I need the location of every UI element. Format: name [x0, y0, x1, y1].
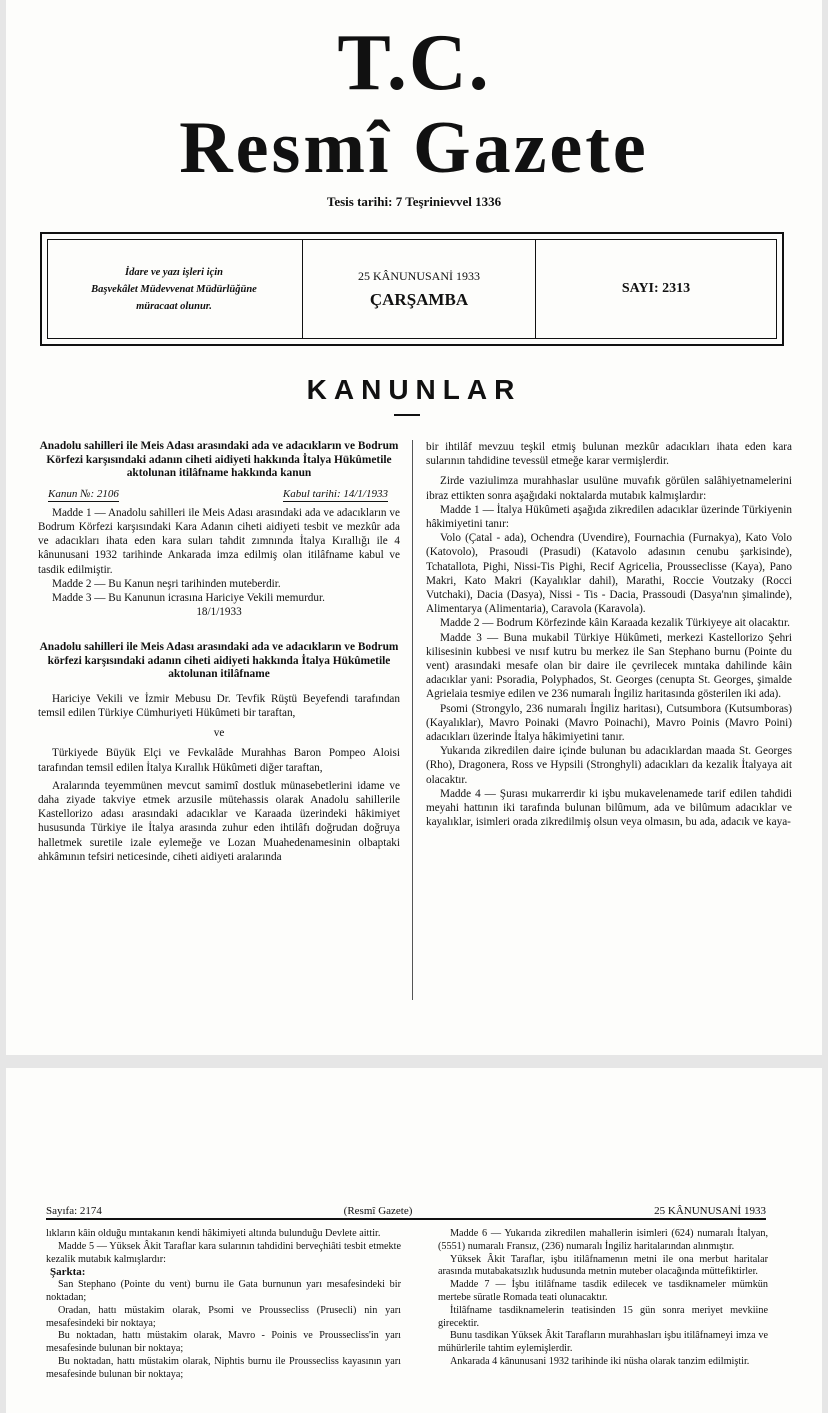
section-divider	[394, 414, 420, 416]
issue-number: SAYI: 2313	[621, 281, 691, 296]
paragraph: Zirde vaziulimza murahhaslar usulüne muvafık görülen salâhiyetnamelerini ibraz ettikten sonra aşağıdaki noktalarda mutabık kalmışlardır:	[426, 475, 792, 502]
paragraph: Madde 3 — Buna mukabil Türkiye Hükûmeti, merkezi Kastellorizo Şehri kilisesinin kubbesi ve nısıf kutru bu merkez ile San Stephano burnu (Pointe du vent) arasındaki mesafe olan bir daire ile çevrilecek mıntaka dahilinde kâin adacıklar yani: Psoradia, Polyphados, St. Georges (cenupta St. Georges, şimalde Agrielaia tesmiye edilen ve 236 numaralı İngiliz haritasında gösterilen iki ada).	[426, 631, 792, 701]
article-1: Madde 1 — Anadolu sahilleri ile Meis Adası arasındaki ada ve adacıkların ve Bodrum Körfezi karşısındaki Kara Adanın ciheti aidiyeti tesbit ve mezkûr ada ve adacıkları ihata eden kara suları tahdit zımnında İtalya Kırallığı ile 4 kânunusani 1932 tarihinde Ankarada imza edilmiş olan itilâfname kabul ve tasdik edilmiştir.	[38, 506, 400, 576]
paragraph: Türkiyede Büyük Elçi ve Fevkalâde Murahhas Baron Pompeo Aloisi tarafından temsil edilen İtalya Kırallık Hükûmeti diğer taraftan,	[38, 747, 400, 774]
paragraph: Aralarında teyemmünen mevcut samimî dostluk münasebetlerini idame ve daha ziyade takviye etmek arzusile mütehassis olarak Anadolu sahillerile Kastellorizo adası arasındaki adacıklar ve Karaada üzerindeki hâkimiyet hususunda Türkiye ile İtalya arasında zuhur eden ihtilâfı doğrudan doğruya halletmek suretile izale eylemeğe ve Lozan Muahedenamesinin olbaptaki ahkâmının tefsiri neticesinde, ciheti aidiyeti aralarında	[38, 779, 400, 863]
issue-info-box	[40, 232, 784, 346]
masthead-title: Resmî Gazete	[179, 107, 649, 189]
paragraph: San Stephano (Pointe du vent) burnu ile Gata burnunun yarı mesafesindeki bir noktadan;	[46, 1279, 401, 1303]
paragraph: Bu noktadan, hattı müstakim olarak, Niphtis burnu ile Prousseclіss kayasının yarı mesafesinde bulunan bir noktaya;	[46, 1355, 401, 1380]
page-2-left-column	[46, 1228, 401, 1382]
publication-name: (Resmî Gazete)	[343, 1205, 413, 1217]
paragraph: Yüksek Âkit Taraflar, işbu itilâfnamenın metni ile ona merbut haritalar arasında mutabakatsızlık hudusunda metnin muteber olacağında müttefiktirler.	[438, 1253, 768, 1278]
gazette-page-1	[6, 0, 822, 1055]
issue-day: ÇARŞAMBA	[369, 289, 469, 309]
founded-date: Tesis tarihi: 7 Teşrinievvel 1336	[326, 194, 502, 209]
article-3: Madde 3 — Bu Kanunun icrasına Hariciye Vekili memurdur.	[52, 591, 325, 604]
page-number: Sayıfa: 2174	[46, 1205, 102, 1217]
paragraph: lıkların kâin olduğu mıntakanın kendi hâkimiyeti altında bulunduğu Devlete aittir.	[46, 1228, 381, 1239]
subheading-east: Şarkta:	[50, 1266, 86, 1279]
law-date: 18/1/1933	[196, 606, 242, 619]
page-2-header	[46, 1205, 766, 1220]
paragraph: Hariciye Vekili ve İzmir Mebusu Dr. Tevfik Rüştü Beyefendi tarafından temsil edilen Türkiye Cümhuriyeti Hükûmeti bir taraftan,	[38, 692, 400, 720]
issue-date: 25 KÂNUNUSANİ 1933	[358, 268, 480, 283]
paragraph: Madde 4 — Şurası mukarrerdir ki işbu mukavelenamede tarif edilen tahdidi meyahi hattının iki tarafında bulunan bilûmum, ada ve bilûmum adacıklar ve kayalıklar, isimleri orada zikredilmiş olsun veya olmasın, bu ada, adacık ve kaya-	[426, 787, 792, 829]
gazette-page-2	[6, 1068, 822, 1413]
paragraph: bir ihtilâf mevzuu teşkil etmiş bulunan mezkûr adacıkları ihata eden kara sularının tahdidine tevessül etmeğe karar vermişlerdir.	[426, 441, 792, 468]
paragraph: Psomi (Strongylo, 236 numaralı İngiliz haritası), Cutsumbora (Kutsumboras) (Kayalıklar), Mavro Poinaki (Mavro Poinachi), Mavro Poinis (Mavro Poini) adacıkları üzerinde İtalya hâkimiyetini tanır.	[426, 702, 792, 744]
acceptance-date: Kabul tarihi: 14/1/1933	[283, 487, 388, 502]
page-2-right-column	[438, 1228, 768, 1369]
article-2: Madde 2 — Bu Kanun neşri tarihinden muteberdir.	[52, 577, 281, 590]
right-column	[426, 440, 792, 829]
masthead-abbr: T.C.	[337, 19, 491, 107]
law-meta	[48, 487, 388, 502]
paragraph: ve	[213, 727, 225, 740]
paragraph: Madde 1 — İtalya Hükûmeti aşağıda zikredilen adacıklar üzerinde Türkiyenin hâkimiyetini tanır:	[426, 503, 792, 531]
issue-date-cell	[302, 240, 536, 338]
left-column	[38, 440, 400, 864]
island-list: Volo (Çatal - ada), Ochendra (Uvendire), Fournachia (Furnakya), Kato Volo (Katovolo), Prasoudi (Prasudi) (Katavolo adasının cenubu şarkisinde), Tchatallota, Pighi, Nissi-Tis Pighi, Recif Agricelia, Prousseclisse (Kaya), Pano Makri, Kato Makri (Kayalıklar dahil), Marathi, Roccie Voutzaky (Rocci Vutchaki), Dacia (Dasya), Nissi - Tis - Dacia, Prassoudi (Dasya'nın şimalinde), Alimentarya (Alimentaria), Caravola (Karavola).	[426, 532, 792, 616]
paragraph: Madde 7 — İşbu itilâfname tasdik edilecek ve tasdiknameler mümkün mertebe süratle Romada teati olunacaktır.	[438, 1279, 768, 1303]
column-divider	[412, 440, 413, 1000]
agreement-title: Anadolu sahilleri ile Meis Adası arasındaki ada ve adacıkların ve Bodrum körfezi karşısındaki adanın ciheti aidiyeti hakkında İtalya Hükûmetile aktolunan itilâfname	[39, 641, 399, 681]
paragraph: Bu noktadan, hattı müstakim olarak, Mavro - Poinis ve Prousseclіss'in yarı mesafesinde bulunan bir noktaya;	[46, 1330, 401, 1355]
paragraph: İtilâfname tasdiknamelerin teatisinden 15 gün sonra meriyet mevkiine girecektir.	[438, 1304, 768, 1329]
paragraph: Madde 5 — Yüksek Âkit Taraflar kara sularının tahdidini berveçhiâti tesbit etmekte kezalik mutabık kalmışlardır:	[46, 1240, 401, 1265]
law-title: Anadolu sahilleri ile Meis Adası arasındaki ada ve adacıkların ve Bodrum Körfezi karşısındaki adanın ciheti aidiyeti hakkında İtalya Hükûmetile aktolunan itilâfname hakkında kanun	[39, 440, 399, 479]
paragraph: Yukarıda zikredilen daire içinde bulunan bu adacıklardan maada St. Georges (Rho), Dragonera, Ross ve Hypsili (Stronghyli) adacıkları da kezalik İtalyaya ait olacaktır.	[426, 745, 792, 786]
paragraph: Bunu tasdikan Yüksek Âkit Tarafların murahhasları işbu itilâfnameyi imza ve mühürlerile tahtim eylemişlerdir.	[438, 1330, 768, 1355]
paragraph: Madde 6 — Yukarıda zikredilen mahallerin isimleri (624) numaralı İtalyan, (5551) numaralı Fransız, (236) numaralı İngiliz haritalarından alınmıştır.	[438, 1228, 768, 1252]
paragraph: Madde 2 — Bodrum Körfezinde kâin Karaada kezalik Türkiyeye ait olacaktır.	[440, 617, 790, 630]
section-title: KANUNLAR	[306, 374, 522, 405]
paragraph: Ankarada 4 kânunusani 1932 tarihinde iki nüsha olarak tanzim edilmiştir.	[450, 1355, 750, 1367]
paragraph: Oradan, hattı müstakim olarak, Psomi ve Prousseclіss (Prusecli) nin yarı mesafesindeki bir noktaya;	[46, 1304, 401, 1329]
law-number: Kanun №: 2106	[48, 487, 119, 502]
page-date: 25 KÂNUNUSANİ 1933	[654, 1205, 766, 1217]
administration-note: İdare ve yazı işleri için Başvekâlet Müdevvenat Müdürlüğüne müracaat olunur.	[91, 266, 257, 312]
